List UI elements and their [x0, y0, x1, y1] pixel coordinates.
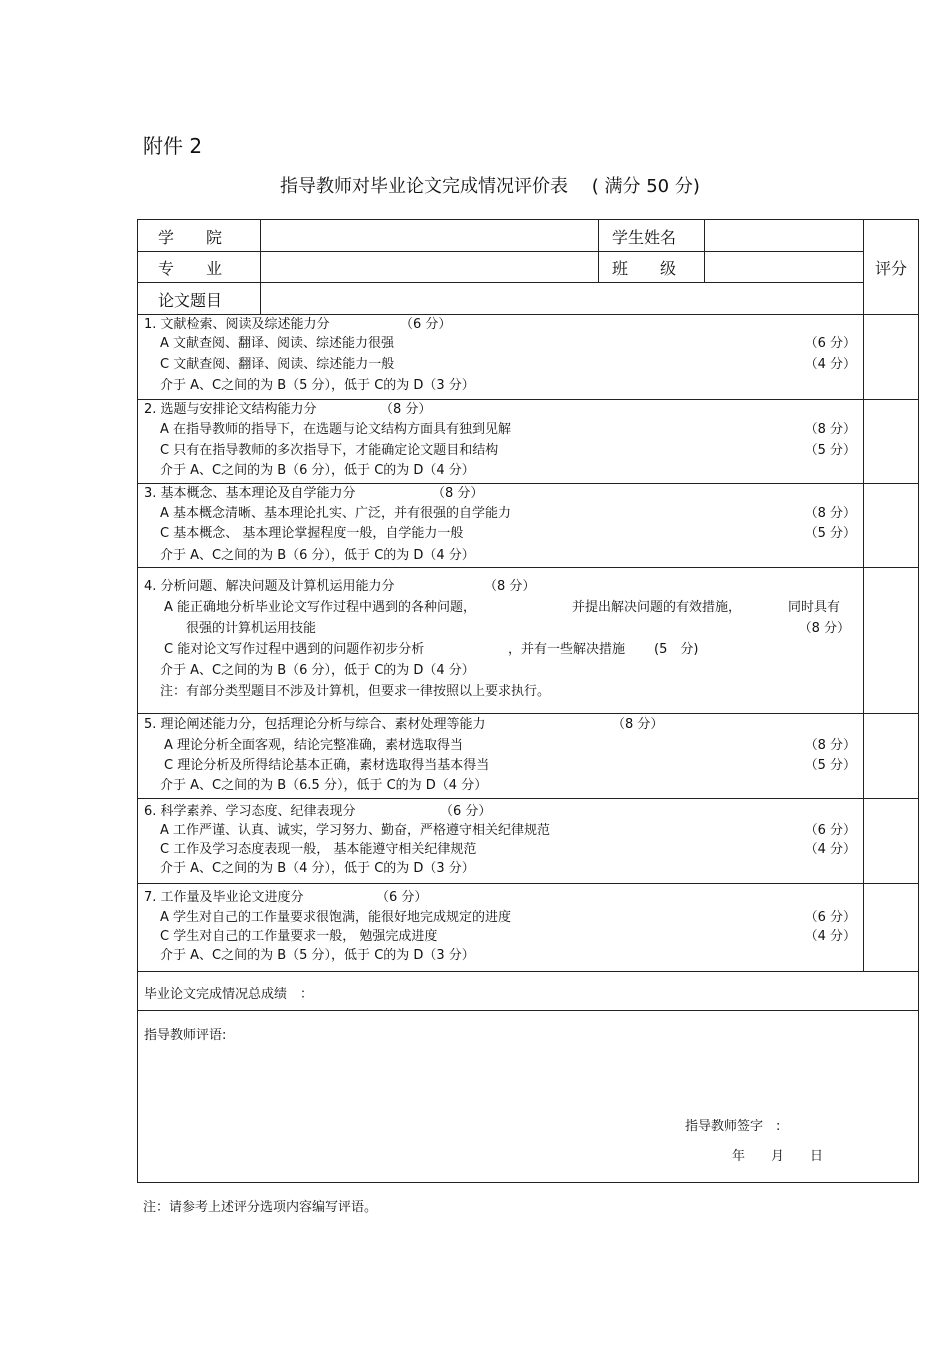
criterion-4-score-field[interactable]: [864, 568, 918, 713]
criterion-6-title: 6. 科学素养、学习态度、纪律表现分: [144, 804, 356, 819]
signature-date: 年 月 日: [732, 1149, 824, 1164]
col-divider: [598, 220, 599, 282]
criterion-2-c: C 只有在指导教师的多次指导下，才能确定论文题目和结构: [160, 443, 499, 458]
criterion-7-note: 介于 A、C之间的为 B（5 分），低于 C的为 D（3 分）: [160, 948, 475, 963]
major-label: 专 业: [158, 259, 223, 278]
criterion-2: [144, 400, 856, 483]
criterion-7-c-score: （4 分）: [804, 929, 856, 944]
class-field[interactable]: [705, 252, 862, 282]
criterion-4-remark: 注：有部分类型题目不涉及计算机，但要求一律按照以上要求执行。: [160, 684, 551, 699]
criterion-5-a: A 理论分析全面客观，结论完整准确，素材选取得当: [164, 738, 464, 753]
criterion-2-score-field[interactable]: [864, 400, 918, 483]
criterion-2-a: A 在指导教师的指导下，在选题与论文结构方面具有独到见解: [160, 422, 512, 437]
criterion-6-a-score: （6 分）: [804, 823, 856, 838]
criterion-5-a-score: （8 分）: [804, 738, 856, 753]
criterion-3-note: 介于 A、C之间的为 B（6 分），低于 C的为 D（4 分）: [160, 548, 475, 563]
evaluation-form: [137, 219, 919, 1183]
criterion-4-a-line1b: 并提出解决问题的有效措施，: [572, 600, 742, 615]
criterion-7-score-field[interactable]: [864, 884, 918, 971]
footnote: 注：请参考上述评分选项内容编写评语。: [143, 1200, 378, 1215]
topic-label: 论文题目: [158, 291, 223, 310]
criterion-4: [144, 568, 856, 713]
criterion-1-title: 1. 文献检索、阅读及综述能力分: [144, 317, 330, 332]
criterion-1-score-field[interactable]: [864, 315, 918, 399]
criterion-7: [144, 884, 856, 971]
advisor-comment-label: 指导教师评语:: [144, 1028, 227, 1043]
criterion-7-a: A 学生对自己的工作量要求很饱满，能很好地完成规定的进度: [160, 910, 512, 925]
criterion-7-title: 7. 工作量及毕业论文进度分: [144, 890, 304, 905]
criterion-6-a: A 工作严谨、认真、诚实，学习努力、勤奋，严格遵守相关纪律规范: [160, 823, 551, 838]
criterion-3-title: 3. 基本概念、基本理论及自学能力分: [144, 486, 356, 501]
criterion-4-a-line1c: 同时具有: [788, 600, 841, 615]
student-name-label: 学生姓名: [612, 228, 677, 247]
criterion-3-a-score: （8 分）: [804, 506, 856, 521]
criterion-4-c-line-b: ，并有一些解决措施: [508, 642, 626, 657]
criterion-3: [144, 484, 856, 567]
criterion-6-c: C 工作及学习态度表现一般， 基本能遵守相关纪律规范: [160, 842, 477, 857]
criterion-1-note: 介于 A、C之间的为 B（5 分），低于 C的为 D（3 分）: [160, 378, 475, 393]
criterion-3-c: C 基本概念、 基本理论掌握程度一般，自学能力一般: [160, 526, 464, 541]
criterion-7-c: C 学生对自己的工作量要求一般， 勉强完成进度: [160, 929, 438, 944]
advisor-signature-label: 指导教师签字 :: [685, 1119, 781, 1134]
criterion-2-a-score: （8 分）: [804, 422, 856, 437]
criterion-7-points: （6 分）: [376, 890, 428, 905]
criterion-5-score-field[interactable]: [864, 714, 918, 798]
criterion-5-title: 5. 理论阐述能力分，包括理论分析与综合、素材处理等能力: [144, 717, 486, 732]
criterion-1-c: C 文献查阅、翻译、阅读、综述能力一般: [160, 357, 395, 372]
criterion-3-score-field[interactable]: [864, 484, 918, 567]
class-label: 班 级: [612, 259, 677, 278]
criterion-7-a-score: （6 分）: [804, 910, 856, 925]
total-score-label: 毕业论文完成情况总成绩 ：: [144, 987, 314, 1002]
criterion-2-points: （8 分）: [380, 402, 432, 417]
criterion-3-c-score: （5 分）: [804, 526, 856, 541]
criterion-1-points: （6 分）: [400, 317, 452, 332]
criterion-4-c-line: C 能对论文写作过程中遇到的问题作初步分析: [164, 642, 425, 657]
advisor-comment-field[interactable]: [144, 1046, 912, 1106]
criterion-5-note: 介于 A、C之间的为 B（6.5 分），低于 C的为 D（4 分）: [160, 778, 488, 793]
attachment-label: 附件 2: [143, 134, 203, 158]
criterion-4-a-line1: A 能正确地分析毕业论文写作过程中遇到的各种问题，: [164, 600, 477, 615]
criterion-1: [144, 315, 856, 399]
criterion-3-a: A 基本概念清晰、基本理论扎实、广泛，并有很强的自学能力: [160, 506, 512, 521]
form-title-total: ( 满分 50 分): [591, 176, 700, 197]
form-title-text: 指导教师对毕业论文完成情况评价表: [280, 176, 568, 197]
criterion-6-score-field[interactable]: [864, 799, 918, 883]
criterion-5: [144, 714, 856, 798]
criterion-6: [144, 799, 856, 883]
score-header: 评分: [875, 259, 908, 278]
criterion-4-c-score: (5 分): [654, 642, 699, 657]
criterion-4-a-line2: 很强的计算机运用技能: [186, 621, 317, 636]
criterion-4-a-score: （8 分）: [798, 621, 850, 636]
criterion-4-points: （8 分）: [484, 579, 536, 594]
total-score-field[interactable]: [338, 972, 916, 1009]
criterion-4-title: 4. 分析问题、解决问题及计算机运用能力分: [144, 579, 395, 594]
criterion-1-a-score: （6 分）: [804, 336, 856, 351]
criterion-5-c-score: （5 分）: [804, 758, 856, 773]
major-field[interactable]: [261, 252, 597, 282]
criterion-3-points: （8 分）: [432, 486, 484, 501]
student-name-field[interactable]: [705, 220, 862, 250]
criterion-2-title: 2. 选题与安排论文结构能力分: [144, 402, 317, 417]
college-field[interactable]: [261, 220, 597, 250]
criterion-1-a: A 文献查阅、翻译、阅读、综述能力很强: [160, 336, 395, 351]
topic-field[interactable]: [261, 283, 863, 313]
criterion-1-c-score: （4 分）: [804, 357, 856, 372]
criterion-2-note: 介于 A、C之间的为 B（6 分），低于 C的为 D（4 分）: [160, 463, 475, 478]
criterion-6-note: 介于 A、C之间的为 B（4 分），低于 C的为 D（3 分）: [160, 861, 475, 876]
college-label: 学 院: [158, 228, 223, 247]
criterion-5-points: （8 分）: [612, 717, 664, 732]
criterion-6-points: （6 分）: [440, 804, 492, 819]
section-divider: [138, 1010, 918, 1011]
criterion-5-c: C 理论分析及所得结论基本正确，素材选取得当基本得当: [164, 758, 490, 773]
criterion-2-c-score: （5 分）: [804, 443, 856, 458]
criterion-6-c-score: （4 分）: [804, 842, 856, 857]
criterion-4-note: 介于 A、C之间的为 B（6 分），低于 C的为 D（4 分）: [160, 663, 475, 678]
form-title: [280, 172, 700, 198]
